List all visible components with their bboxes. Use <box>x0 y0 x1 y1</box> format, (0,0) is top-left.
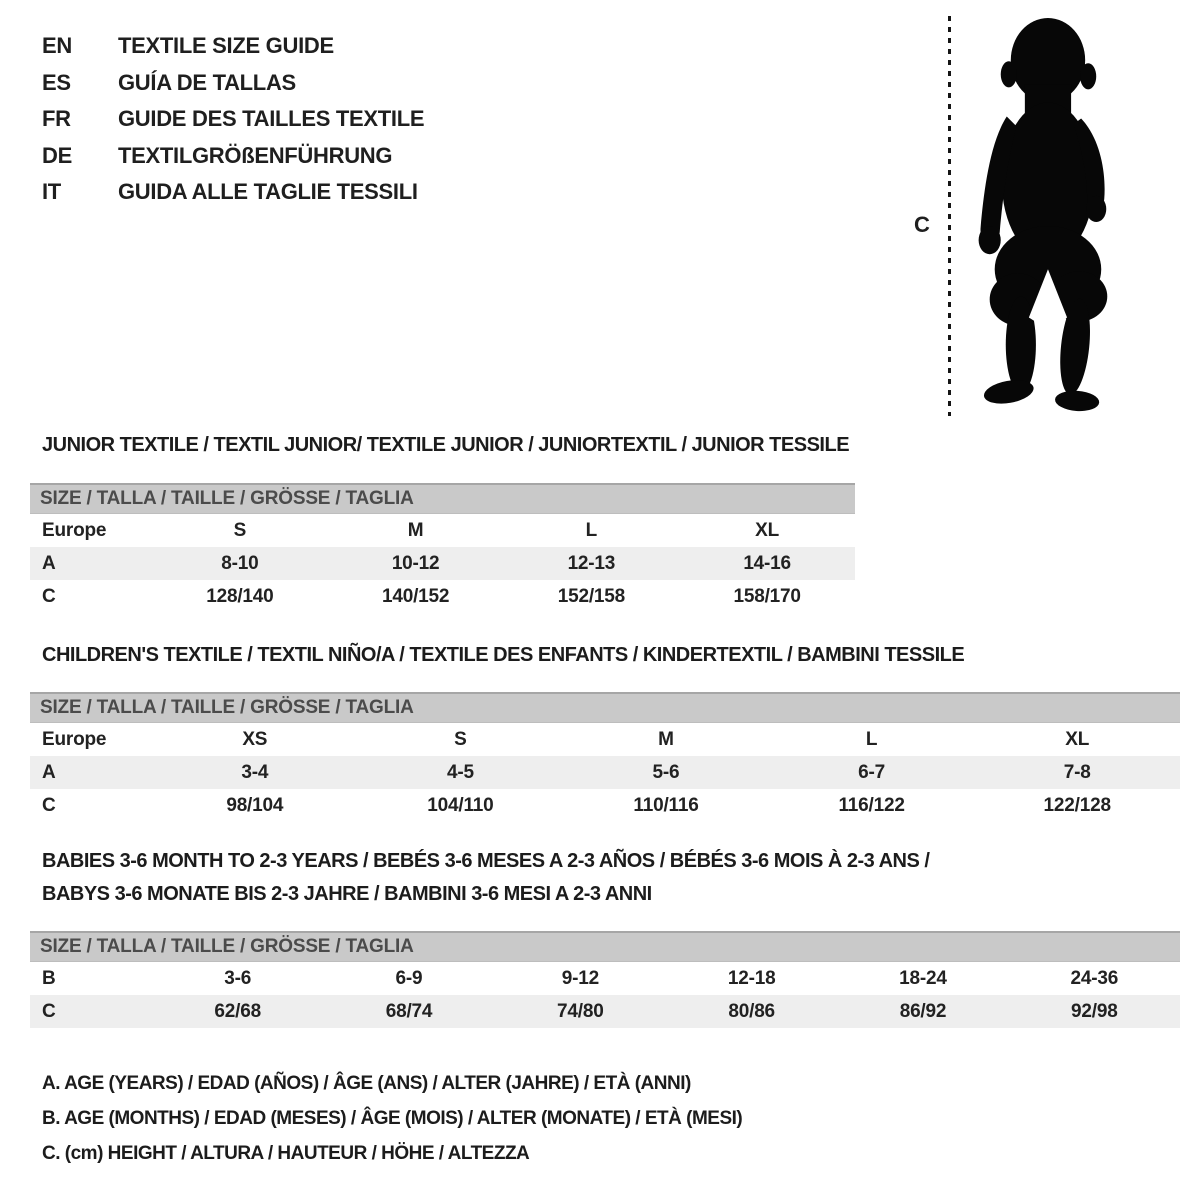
row-label: A <box>42 761 56 783</box>
row-label: C <box>42 1000 56 1022</box>
size-value: L <box>585 519 598 541</box>
table-row <box>30 547 855 580</box>
table-row <box>30 580 855 613</box>
row-label: C <box>42 585 56 607</box>
junior-table-rows <box>30 514 855 613</box>
note-b: B. AGE (MONTHS) / EDAD (MESES) / ÂGE (MOIS) / ALTER (MONATE) / ETÀ (MESI) <box>42 1108 743 1129</box>
size-value: 152/158 <box>557 585 626 607</box>
toddler-silhouette-icon <box>962 12 1144 414</box>
babies-table-rows <box>30 962 1180 1028</box>
size-value: 68/74 <box>385 1000 433 1022</box>
size-value: 12-13 <box>567 552 616 574</box>
babies-size-table <box>30 931 1180 1028</box>
size-value: 12-18 <box>727 967 776 989</box>
children-table-rows <box>30 723 1180 822</box>
size-value: 10-12 <box>391 552 440 574</box>
size-table-header: SIZE / TALLA / TAILLE / GRÖSSE / TAGLIA <box>30 692 1180 723</box>
lang-row-de <box>42 138 424 175</box>
size-value: 9-12 <box>561 967 599 989</box>
note-c: C. (cm) HEIGHT / ALTURA / HAUTEUR / HÖHE / ALTEZZA <box>42 1143 530 1164</box>
row-label: B <box>42 967 56 989</box>
size-value: S <box>454 728 467 750</box>
table-row <box>30 962 1180 995</box>
lang-title: TEXTILGRÖßENFÜHRUNG <box>118 142 393 168</box>
size-value: 7-8 <box>1063 761 1091 783</box>
children-section-title: CHILDREN'S TEXTILE / TEXTIL NIÑO/A / TEXTILE DES ENFANTS / KINDERTEXTIL / BAMBINI TESSILE <box>42 644 965 666</box>
lang-title: GUIDE DES TAILLES TEXTILE <box>118 106 425 132</box>
children-size-table <box>30 692 1180 822</box>
table-row <box>30 756 1180 789</box>
size-value: 128/140 <box>206 585 274 607</box>
size-value: 6-9 <box>395 967 423 989</box>
note-a: A. AGE (YEARS) / EDAD (AÑOS) / ÂGE (ANS) / ALTER (JAHRE) / ETÀ (ANNI) <box>42 1073 691 1094</box>
table-row <box>30 514 855 547</box>
size-value: 3-4 <box>241 761 269 783</box>
size-value: 116/122 <box>838 794 905 816</box>
size-value: 3-6 <box>224 967 252 989</box>
junior-size-table <box>30 483 855 613</box>
size-value: 74/80 <box>557 1000 604 1022</box>
babies-title-line2: BABYS 3-6 MONATE BIS 2-3 JAHRE / BAMBINI 3-6 MESI A 2-3 ANNI <box>42 883 652 905</box>
size-value: M <box>658 728 674 750</box>
lang-title: TEXTILE SIZE GUIDE <box>118 33 334 59</box>
size-value: 5-6 <box>652 761 680 783</box>
size-value: 8-10 <box>221 552 259 574</box>
lang-row-en <box>42 28 424 65</box>
size-value: 104/110 <box>427 794 494 816</box>
lang-code: EN <box>42 33 72 59</box>
size-table-header: SIZE / TALLA / TAILLE / GRÖSSE / TAGLIA <box>30 931 1180 962</box>
lang-code: ES <box>42 69 71 95</box>
size-value: 98/104 <box>226 794 284 816</box>
size-value: S <box>233 519 247 541</box>
row-label: Europe <box>42 519 107 541</box>
size-value: 18-24 <box>899 967 947 989</box>
lang-code: FR <box>42 106 71 132</box>
lang-title: GUÍA DE TALLAS <box>118 69 296 95</box>
table-row <box>30 723 1180 756</box>
size-value: 62/68 <box>214 1000 261 1022</box>
size-value: 110/116 <box>633 794 699 816</box>
row-label: Europe <box>42 728 107 750</box>
lang-title: GUIDA ALLE TAGLIE TESSILI <box>118 179 418 205</box>
size-value: 80/86 <box>728 1000 775 1022</box>
table-row <box>30 995 1180 1028</box>
language-title-block <box>42 28 424 211</box>
size-value: 14-16 <box>743 552 791 574</box>
size-value: L <box>865 728 878 750</box>
size-value: 122/128 <box>1043 794 1111 816</box>
lang-row-es <box>42 65 424 102</box>
lang-code: IT <box>42 179 61 205</box>
table-row <box>30 789 1180 822</box>
height-measure-label: C <box>914 212 930 237</box>
size-value: XL <box>1065 728 1090 750</box>
size-value: XL <box>755 519 780 541</box>
babies-section-title <box>42 845 929 911</box>
row-label: A <box>42 552 56 574</box>
lang-row-fr <box>42 101 424 138</box>
size-value: 24-36 <box>1070 967 1119 989</box>
size-value: 158/170 <box>733 585 801 607</box>
junior-section-title: JUNIOR TEXTILE / TEXTIL JUNIOR/ TEXTILE JUNIOR / JUNIORTEXTIL / JUNIOR TESSILE <box>42 434 850 456</box>
size-value: 4-5 <box>446 761 474 783</box>
size-value: 140/152 <box>381 585 450 607</box>
legend-notes <box>42 1066 742 1171</box>
size-value: 92/98 <box>1071 1000 1118 1022</box>
size-value: M <box>407 519 424 541</box>
row-label: C <box>42 794 56 816</box>
size-value: 6-7 <box>858 761 886 783</box>
size-table-header: SIZE / TALLA / TAILLE / GRÖSSE / TAGLIA <box>30 483 855 514</box>
size-value: XS <box>242 728 268 750</box>
size-value: 86/92 <box>899 1000 947 1022</box>
height-measure-dashed-line <box>948 16 951 416</box>
lang-row-it <box>42 174 424 211</box>
babies-title-line1: BABIES 3-6 MONTH TO 2-3 YEARS / BEBÉS 3-6 MESES A 2-3 AÑOS / BÉBÉS 3-6 MOIS À 2-3 ANS / <box>42 850 930 872</box>
lang-code: DE <box>42 142 72 168</box>
